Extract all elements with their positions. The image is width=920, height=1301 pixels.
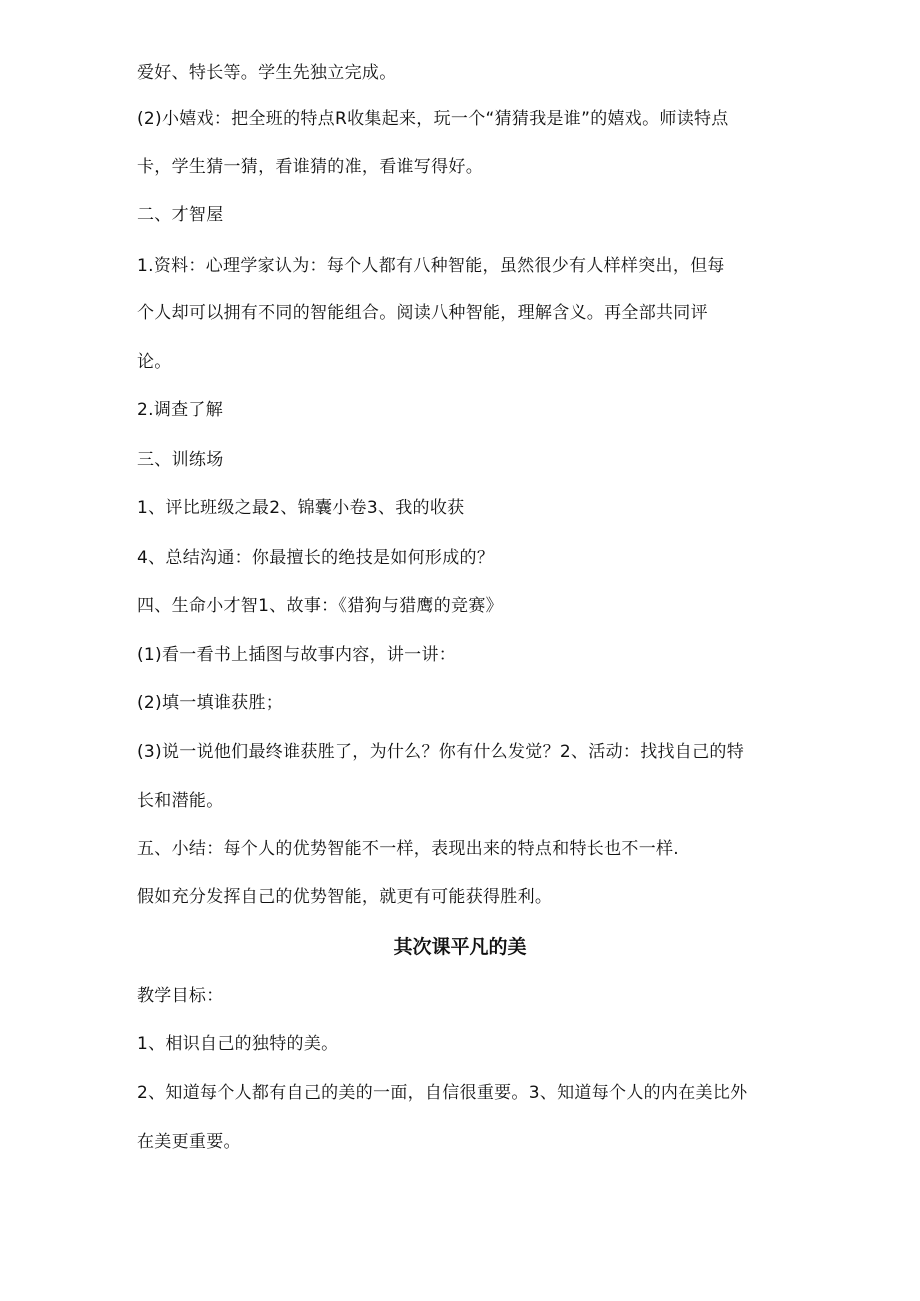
section-heading: 四、生命小才智1、故事：《猎狗与猎鹰的竞赛》 <box>137 596 503 616</box>
text-line: 假如充分发挥自己的优势智能，就更有可能获得胜利。 <box>137 887 553 907</box>
text-line: 教学目标： <box>137 986 224 1006</box>
text-line: 卡，学生猜一猜，看谁猜的准，看谁写得好。 <box>137 157 483 177</box>
section-heading: 五、小结：每个人的优势智能不一样，表现出来的特点和特长也不一样. <box>137 839 680 859</box>
section-heading: 三、训练场 <box>137 450 224 470</box>
text-line: (3)说一说他们最终谁获胜了，为什么？你有什么发觉？2、活动：找找自己的特 <box>137 742 744 762</box>
text-line: 个人却可以拥有不同的智能组合。阅读八种智能，理解含义。再全部共同评 <box>137 303 708 323</box>
text-line: 1、评比班级之最2、锦囊小卷3、我的收获 <box>137 498 465 518</box>
text-line: 4、总结沟通：你最擅长的绝技是如何形成的？ <box>137 548 495 568</box>
text-line: (2)填一填谁获胜； <box>137 693 284 713</box>
text-line: 1.资料：心理学家认为：每个人都有八种智能，虽然很少有人样样突出，但每 <box>137 256 725 276</box>
text-line: 2、知道每个人都有自己的美的一面，自信很重要。3、知道每个人的内在美比外 <box>137 1083 748 1103</box>
text-line: 1、相识自己的独特的美。 <box>137 1034 339 1054</box>
text-line: 在美更重要。 <box>137 1132 241 1152</box>
section-title: 其次课平凡的美 <box>393 936 527 958</box>
text-line: 2.调查了解 <box>137 400 224 420</box>
text-line: 爱好、特长等。学生先独立完成。 <box>137 63 397 83</box>
section-heading: 二、才智屋 <box>137 205 224 225</box>
text-line: (2)小嬉戏：把全班的特点R收集起来，玩一个“猜猜我是谁”的嬉戏。师读特点 <box>137 109 729 129</box>
text-line: 论。 <box>137 352 172 372</box>
text-line: 长和潜能。 <box>137 791 224 811</box>
text-line: (1)看一看书上插图与故事内容，讲一讲： <box>137 645 457 665</box>
